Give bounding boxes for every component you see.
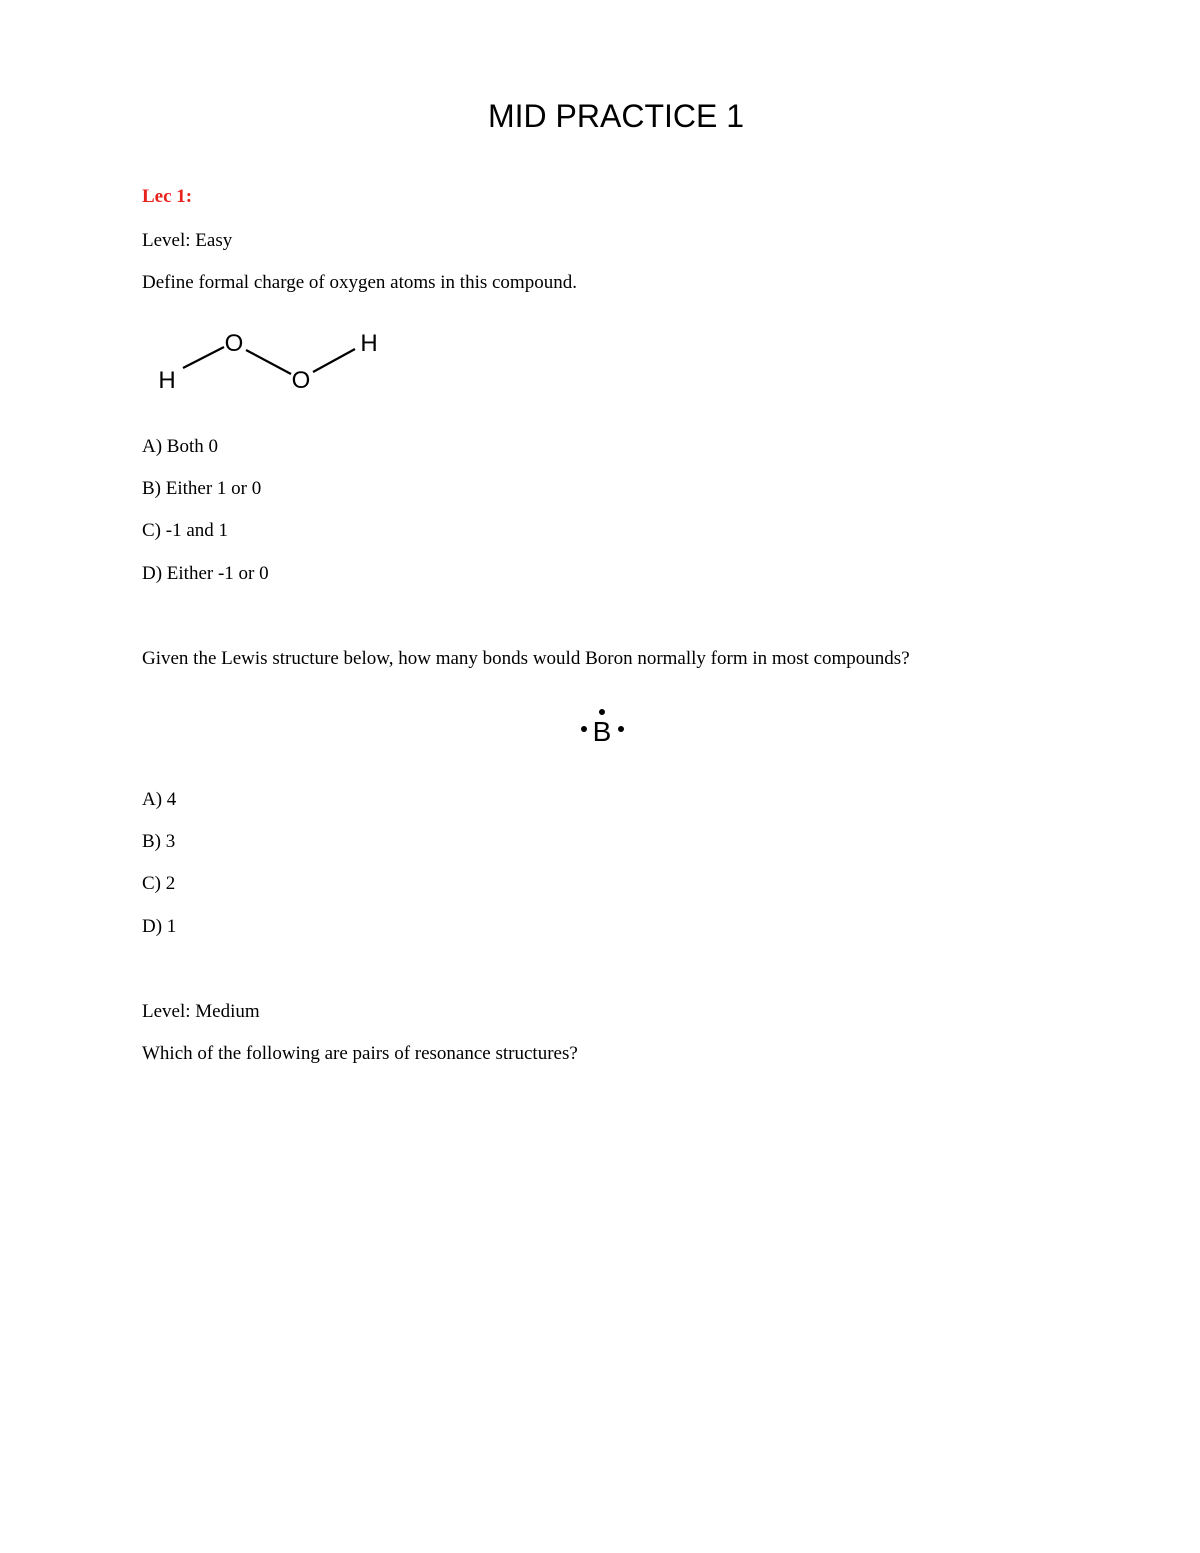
atom-h-right: H: [360, 330, 378, 357]
question-2-prompt: Given the Lewis structure below, how many bonds would Boron normally form in most compounds?: [142, 648, 910, 669]
question-1-option-a: A) Both 0: [142, 436, 218, 457]
hydrogen-peroxide-structure: [150, 322, 390, 398]
atom-h-left: H: [158, 367, 176, 394]
question-1-option-b: B) Either 1 or 0: [142, 478, 262, 499]
electron-dot-left: [581, 726, 587, 732]
level-easy-label: Level: Easy: [142, 230, 233, 251]
question-1-option-c: C) -1 and 1: [142, 520, 229, 541]
electron-dot-top: [599, 709, 605, 715]
atom-boron: B: [592, 716, 612, 747]
question-2-option-c: C) 2: [142, 873, 176, 894]
bond-o-o: [246, 350, 291, 374]
level-medium-label: Level: Medium: [142, 1001, 260, 1022]
question-2-option-a: A) 4: [142, 789, 177, 810]
question-3-prompt: Which of the following are pairs of resonance structures?: [142, 1043, 578, 1064]
question-2-option-b: B) 3: [142, 831, 176, 852]
bond-h-o-left: [183, 347, 224, 368]
boron-lewis-structure: [574, 702, 630, 748]
page-title: MID PRACTICE 1: [487, 98, 745, 134]
atom-o-left: O: [224, 330, 244, 357]
atom-o-right: O: [291, 367, 311, 394]
question-2-option-d: D) 1: [142, 916, 177, 937]
question-1-prompt: Define formal charge of oxygen atoms in this compound.: [142, 272, 577, 293]
question-1-option-d: D) Either -1 or 0: [142, 563, 269, 584]
bond-o-h-right: [313, 349, 355, 372]
electron-dot-right: [618, 726, 624, 732]
lecture-heading: Lec 1:: [142, 186, 193, 207]
